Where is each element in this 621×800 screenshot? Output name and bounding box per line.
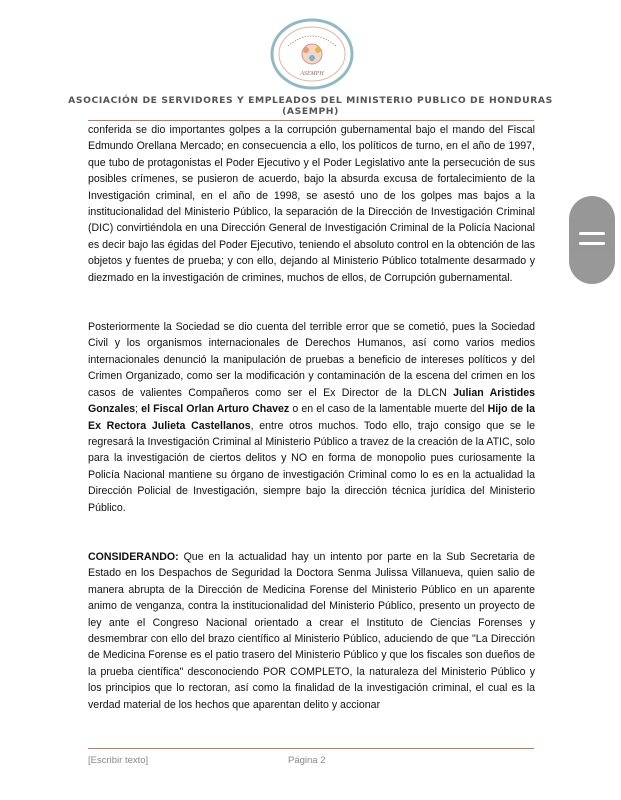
- header-title: [60, 95, 561, 117]
- header-title-line1: ASOCIACIÓN DE SERVIDORES Y EMPLEADOS DEL MINISTERIO PUBLICO DE HONDURAS: [68, 95, 553, 106]
- page-number: Página 2: [288, 755, 326, 766]
- scroll-handle[interactable]: [569, 196, 615, 284]
- paragraph-2: [88, 319, 535, 516]
- grip-line-icon: [579, 232, 605, 235]
- paragraph-2-text-c: ;: [135, 403, 142, 416]
- paragraph-2-text-d: o en el caso de la lamentable muerte del: [289, 403, 488, 416]
- svg-text:ASEMPH: ASEMPH: [300, 71, 324, 77]
- name-hijo-rectora: Hijo de la Ex Rectora Julieta Castellanos: [88, 403, 536, 432]
- header-rule: [88, 120, 534, 121]
- grip-line-icon: [579, 242, 605, 245]
- name-julian-aristides: Julian Aristides Gonzales: [88, 386, 535, 416]
- paragraph-3-text: Que en la actualidad hay un intento por parte en la Sub Secretaria de Estado en los Despachos de Seguridad la Doctora Senma Julissa Villanueva, quien salio de manera abrupta de la Dirección de Medicina Forense del Ministerio Público en un aparente animo de venganza, contra la institucionalidad del Ministerio Público, presento un proyecto de ley ante el Congreso Nacional orientado a crear el Instituto de Ciencias Forenses y desmembrar con ello del brazo científico al Ministerio Público, aduciendo de que "La Dirección de Medicina Forense es el patio trasero del Ministerio Público y que los fiscales son dueños de la prueba científica" desconociendo POR COMPLETO, la naturaleza del Ministerio Público y los principios que lo rectoran, así como la finalidad de la investigación criminal, el cual es la verdad material de los hechos que aparentan delito y accionar: [88, 550, 535, 711]
- name-orlan-chavez: el Fiscal Orlan Arturo Chavez: [141, 403, 290, 416]
- considerando-label: CONSIDERANDO:: [88, 550, 179, 563]
- paragraph-1: conferida se dio importantes golpes a la corrupción gubernamental bajo el mando del Fiscal Edmundo Orellana Mercado; en consecuencia a ello, los políticos de turno, en el año de 1997, que tubo de protagonistas el Poder Ejecutivo y el Poder Legislativo ante la persecución de sus posibles crímenes, se pusieron de acuerdo, bajo la absurda excusa de fortalecimiento de la Investigación criminal, en el año de 1998, se asestó uno de los golpes mas bajos a la institucionalidad del Ministerio Público, la separación de la Dirección de Investigación Criminal (DIC) convirtiéndola en una Dirección General de Investigación Criminal de la Policía Nacional es decir bajo las égidas del Poder Ejecutivo, teniendo el absoluto control en la obtención de las objetos y fuentes de prueba; y con ello, dejando al Ministerio Público totalmente desarmado y diezmado en la investigación de crimines, muchos de ellos, de Corrupción gubernamental.: [88, 124, 535, 284]
- paragraph-3: [88, 549, 535, 713]
- header-title-line2: (ASEMPH): [282, 106, 339, 117]
- document-body: [88, 122, 535, 713]
- paragraph-2-text-e: , entre otros muchos. Todo ello, trajo consigo que se le regresará la Investigación Criminal al Ministerio Público a travez de la creación de la ATIC, solo para la investigación de ciertos delitos y NO en forma de monopolio pues curiosamente la Policía Nacional mantiene su órgano de investigación Criminal como lo es en la actualidad la Dirección Policial de Investigación, siempre bajo la dirección técnica jurídica del Ministerio Público.: [88, 419, 535, 514]
- asemph-logo: [266, 16, 358, 92]
- paragraph-2-text-a: Posteriormente la Sociedad se dio cuenta del terrible error que se cometió, pues la Sociedad Civil y los organismos internacionales de Derechos Humanos, así como varios medios internacionales denunció la manipulación de pruebas a beneficio de intereses políticos y del Crimen Organizado, como ser la modificación y contaminación de la escena del crimen en los casos de valientes Compañeros como ser el Ex Director de la DLCN: [88, 321, 535, 399]
- footer-rule: [88, 748, 534, 749]
- footer-placeholder[interactable]: [Escribir texto]: [88, 755, 149, 766]
